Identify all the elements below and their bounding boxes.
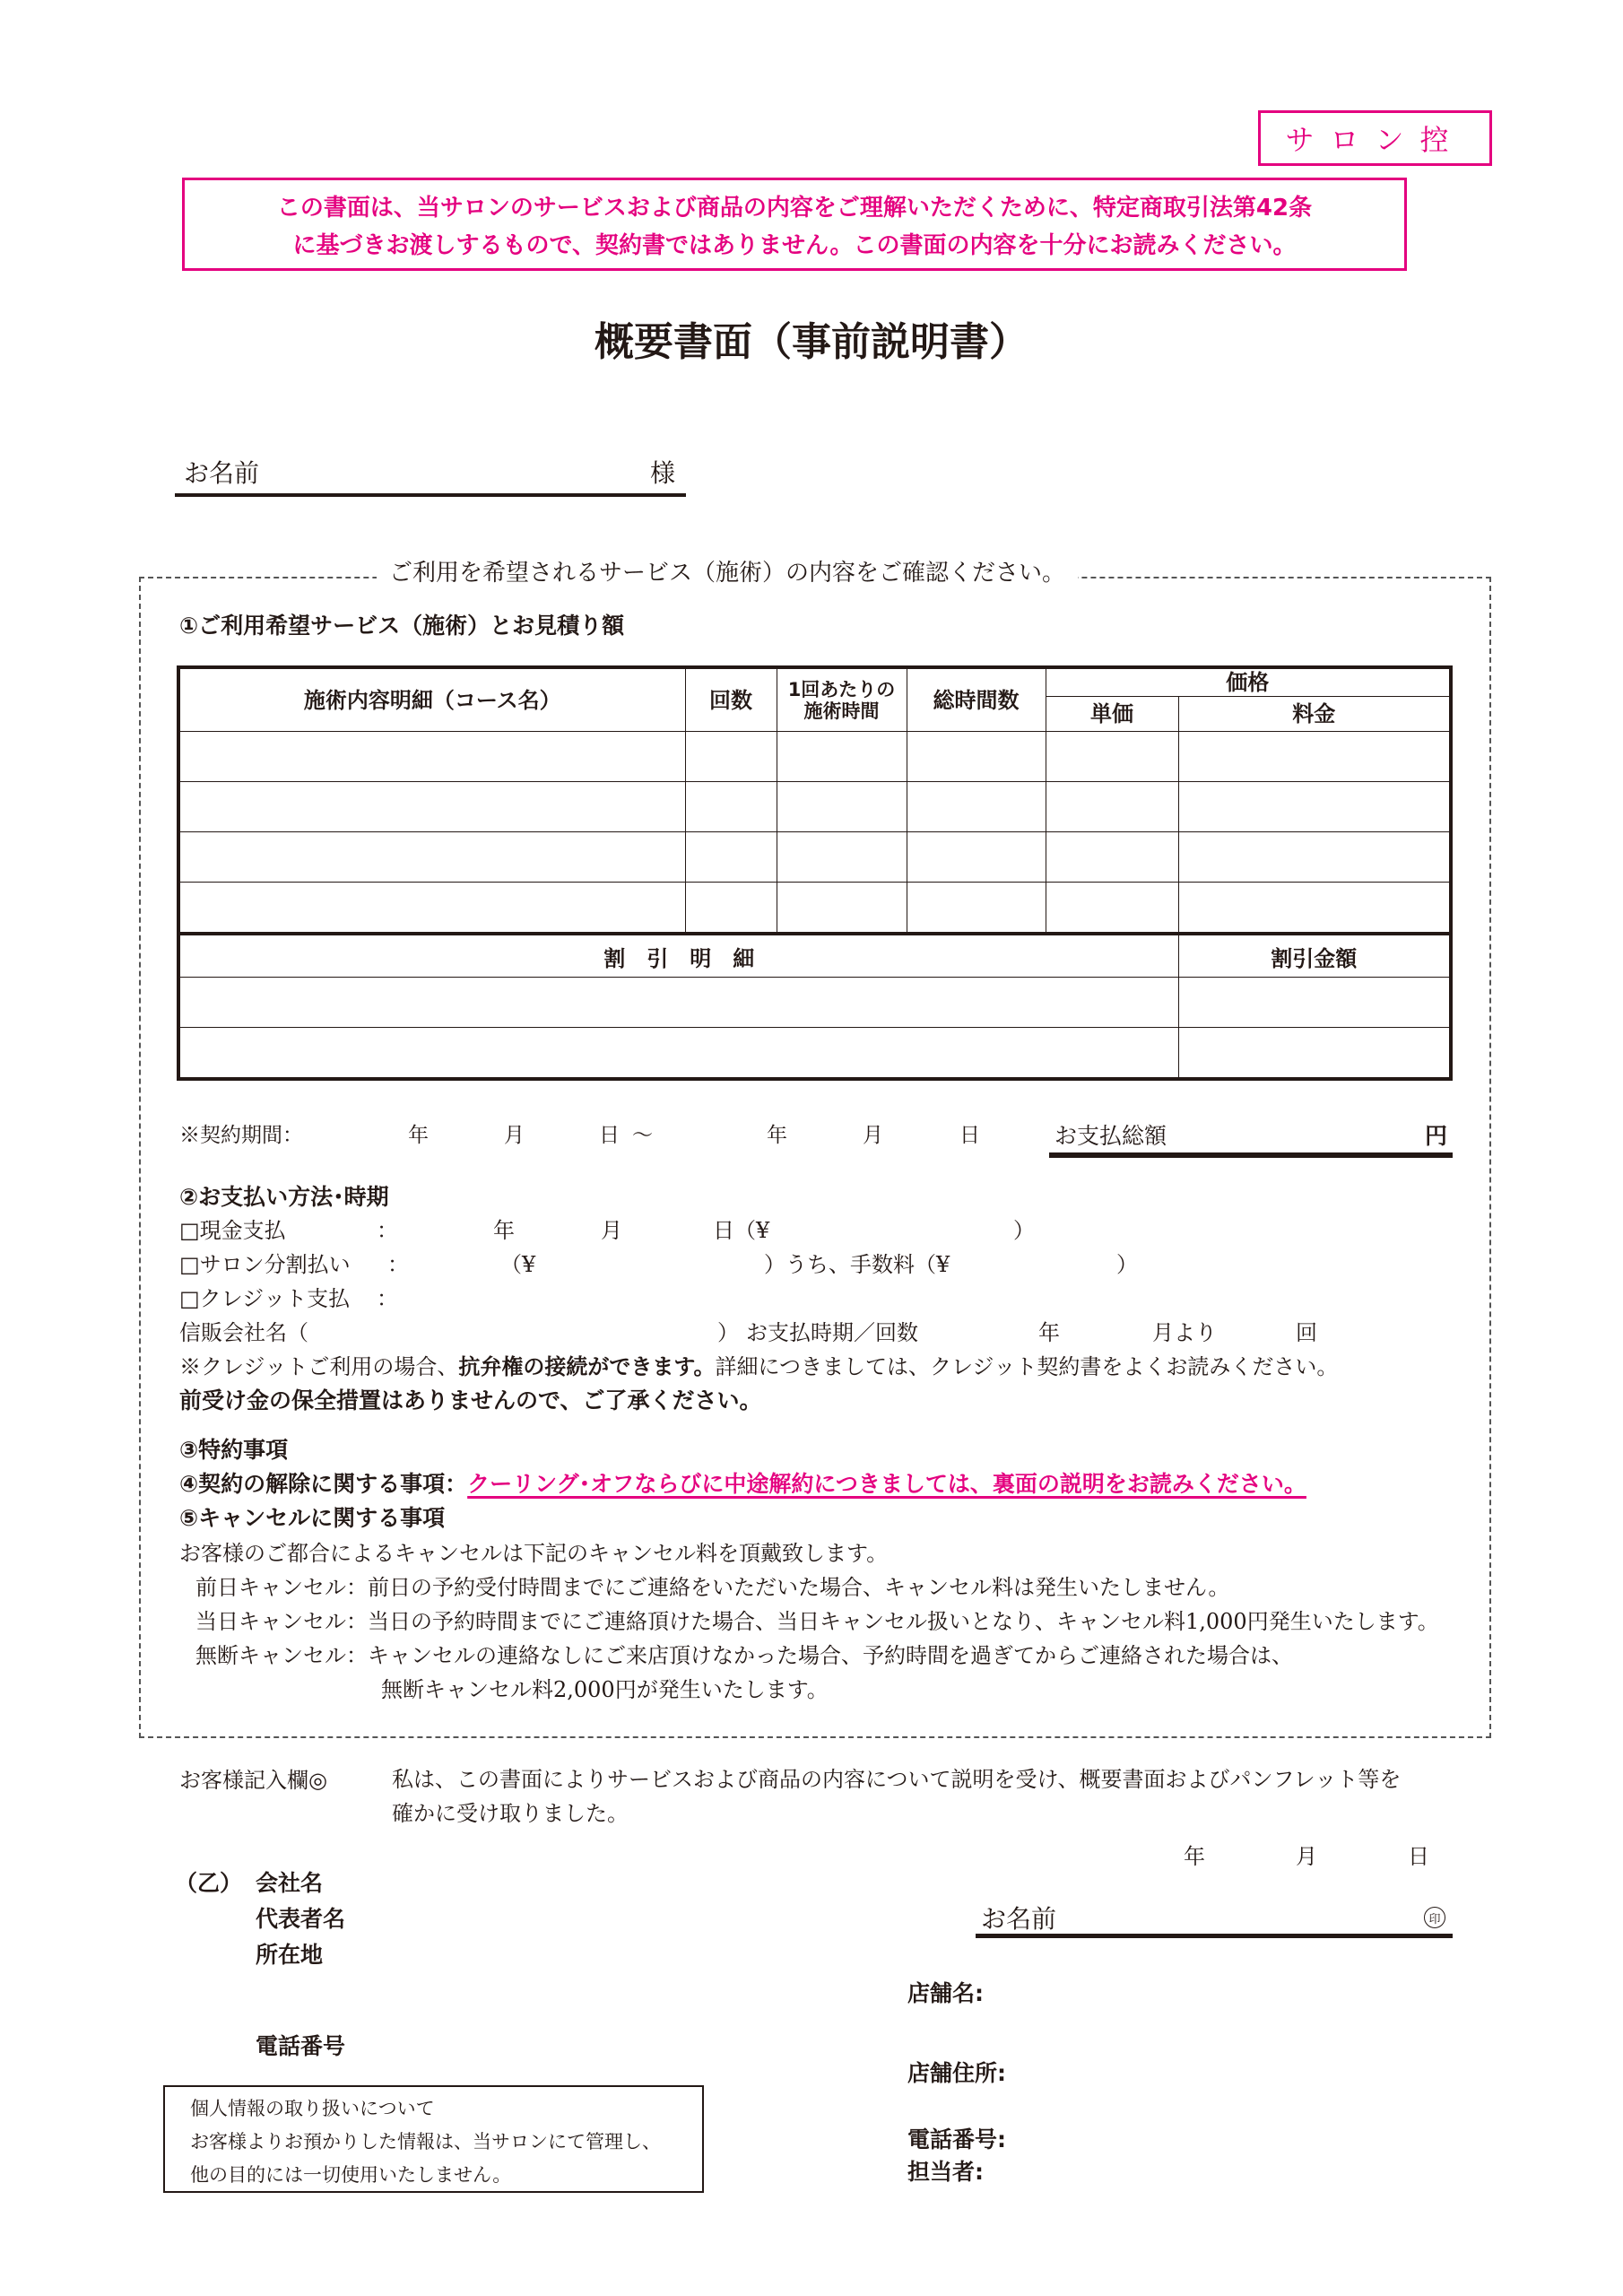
total-time-cell[interactable] [907,732,1046,782]
total-time-cell[interactable] [907,883,1046,935]
per-time-cell[interactable] [777,782,907,832]
table-row [178,782,1451,832]
customer-name-field[interactable] [175,448,686,497]
customer-name-suffix: 様 [649,458,675,488]
section4-title: ④契約の解除に関する事項： [179,1471,468,1497]
fee-cell[interactable] [1178,782,1451,832]
unit-price-cell[interactable] [1046,732,1178,782]
total-payment-label: お支払総額 [1055,1123,1167,1149]
credit-checkbox[interactable]: □クレジット支払 [179,1286,351,1311]
installment-close: ） [1116,1252,1138,1277]
cash-close: ） [1013,1218,1035,1243]
credit-note-bold: 抗弁権の接続ができます。 [458,1354,716,1379]
table-row [178,883,1451,935]
cancel-label: 当日キャンセル： [195,1609,368,1634]
cash-colon: ： [377,1218,398,1243]
credit-note-part2: 詳細につきましては、クレジット契約書をよくお読みください。 [715,1354,1339,1379]
course-cell[interactable] [178,832,685,883]
customer-entry-label: お客様記入欄◎ [179,1768,327,1793]
customer-entry-statement [392,1762,1495,1831]
course-cell[interactable] [178,732,685,782]
section5-title: ⑤キャンセルに関する事項 [179,1505,446,1531]
header-price: 価格 [1046,667,1451,697]
privacy-line-1: お客様よりお預かりした情報は、当サロンにて管理し、 [190,2131,661,2152]
installment-amount[interactable]: （¥ [500,1252,536,1277]
unit-price-cell[interactable] [1046,883,1178,935]
notice-line-1: この書面は、当サロンのサービスおよび商品の内容をご理解いただくために、特定商取引法第42条 [276,195,1313,222]
cancel-label: 前日キャンセル： [195,1575,368,1600]
cancel-text: 当日の予約時間までにご連絡頂けた場合、当日キャンセル扱いとなり、キャンセル料1,000円発生いたします。 [368,1609,1439,1634]
count-cell[interactable] [685,732,777,782]
party-b-representative: 代表者名 [256,1906,346,1932]
count-cell[interactable] [685,782,777,832]
period-tilde: ～ [632,1124,653,1147]
section1-title: ①ご利用希望サービス（施術）とお見積り額 [179,613,625,639]
salon-copy-badge: サロン控 [1258,110,1492,166]
period-end-month[interactable]: 月 [863,1124,883,1147]
period-start-year[interactable]: 年 [408,1124,429,1147]
discount-detail-cell[interactable] [178,978,1178,1028]
period-end-year[interactable]: 年 [767,1124,787,1147]
shop-staff-label: 担当者: [907,2159,984,2185]
confirmation-heading: ご利用を希望されるサービス（施術）の内容をご確認ください。 [377,554,1078,587]
privacy-title: 個人情報の取り扱いについて [190,2098,435,2119]
installment-colon: ： [387,1252,409,1277]
discount-row [178,1028,1451,1080]
party-b-phone: 電話番号 [256,2033,346,2059]
section2-title: ②お支払い方法･時期 [179,1184,389,1210]
page-title: 概要書面（事前説明書） [595,319,1028,365]
privacy-notice-box [163,2085,704,2193]
cash-payment-row [179,1213,1076,1243]
header-per-time [777,667,907,732]
credit-company-close: ） [717,1320,739,1345]
total-time-cell[interactable] [907,782,1046,832]
seal-icon: 印 [1424,1907,1445,1928]
course-cell[interactable] [178,782,685,832]
header-total-time: 総時間数 [907,667,1046,732]
section3-title: ③特約事項 [179,1437,289,1463]
cash-year[interactable]: 年 [493,1218,515,1243]
credit-note [179,1349,1338,1380]
entry-year[interactable]: 年 [1184,1844,1205,1869]
customer-name-label: お名前 [184,458,260,488]
privacy-line-2: 他の目的には一切使用いたしません。 [190,2164,512,2186]
count-cell[interactable] [685,883,777,935]
table-row [178,732,1451,782]
shop-address-label: 店舗住所: [907,2060,1006,2086]
party-b-company: 会社名 [256,1870,324,1896]
prepaid-note: 前受け金の保全措置はありませんので、ご了承ください。 [179,1387,762,1413]
signature-field[interactable] [976,1900,1453,1938]
entry-day[interactable]: 日 [1408,1844,1429,1869]
discount-detail-cell[interactable] [178,1028,1178,1080]
cash-day-amount[interactable]: 日（¥ [713,1218,770,1243]
per-time-cell[interactable] [777,732,907,782]
discount-header-row [178,934,1451,978]
credit-payment-row [179,1281,538,1311]
period-start-day[interactable]: 日 [599,1124,620,1147]
installment-payment-row [179,1247,1166,1277]
installment-fee[interactable]: ）うち、手数料（¥ [764,1252,950,1277]
header-course: 施術内容明細（コース名） [178,667,685,732]
header-fee: 料金 [1178,697,1451,732]
unit-price-cell[interactable] [1046,832,1178,883]
cancel-item-prev-day [195,1570,1229,1601]
credit-company-label[interactable]: 信販会社名（ [179,1320,308,1345]
credit-timing-label: お支払時期／回数 [746,1320,918,1345]
count-cell[interactable] [685,832,777,883]
credit-note-part1: ※クレジットご利用の場合、 [179,1354,459,1379]
credit-company-row [179,1315,1345,1345]
legal-notice-box [182,178,1407,271]
period-start-month[interactable]: 月 [504,1124,525,1147]
cooling-off-link[interactable]: クーリング･オフならびに中途解約につきましては、裏面の説明をお読みください。 [467,1471,1306,1497]
header-count: 回数 [685,667,777,732]
cancel-item-no-show-line2: 無断キャンセル料2,000円が発生いたします。 [381,1677,829,1702]
party-b-address: 所在地 [256,1942,324,1968]
fee-cell[interactable] [1178,832,1451,883]
fee-cell[interactable] [1178,883,1451,935]
entry-month[interactable]: 月 [1296,1844,1317,1869]
discount-amount-cell[interactable] [1178,1028,1451,1080]
shop-name-label: 店舗名: [907,1980,984,2006]
cancel-text: 前日の予約受付時間までにご連絡をいただいた場合、キャンセル料は発生いたしません。 [368,1575,1230,1600]
statement-line-2: 確かに受け取りました。 [392,1801,629,1826]
credit-year[interactable]: 年 [1038,1320,1060,1345]
cancel-item-same-day [195,1604,1439,1635]
installment-checkbox[interactable]: □サロン分割払い [179,1252,351,1277]
credit-colon: ： [377,1286,398,1311]
header-per-time-line2: 施術時間 [803,700,880,722]
credit-month-from[interactable]: 月より [1152,1320,1217,1345]
cancel-item-no-show [195,1638,1293,1669]
statement-line-1: 私は、この書面によりサービスおよび商品の内容について説明を受け、概要書面およびパンフレット等を [392,1767,1402,1792]
discount-detail-header: 割 引 明 細 [178,934,1178,978]
per-time-cell[interactable] [777,832,907,883]
cancel-label: 無断キャンセル： [195,1643,368,1668]
shop-phone-label: 電話番号: [907,2126,1006,2152]
total-payment-unit: 円 [1424,1123,1447,1149]
cash-checkbox[interactable]: □現金支払 [179,1218,286,1243]
signature-label: お名前 [981,1904,1057,1934]
fee-cell[interactable] [1178,732,1451,782]
cash-month[interactable]: 月 [601,1218,622,1243]
contract-period-label: ※契約期間： [179,1124,303,1147]
discount-amount-header: 割引金額 [1178,934,1451,978]
period-end-day[interactable]: 日 [959,1124,980,1147]
notice-line-2: に基づきお渡しするもので、契約書ではありません。この書面の内容を十分にお読みください。 [292,232,1297,259]
section4-row [179,1466,1306,1499]
table-row [178,832,1451,883]
total-payment-field[interactable] [1049,1117,1453,1158]
per-time-cell[interactable] [777,883,907,935]
cancel-intro: お客様のご都合によるキャンセルは下記のキャンセル料を頂戴致します。 [179,1541,889,1566]
unit-price-cell[interactable] [1046,782,1178,832]
party-b-marker: （乙） [175,1870,243,1896]
course-cell[interactable] [178,883,685,935]
total-time-cell[interactable] [907,832,1046,883]
credit-times[interactable]: 回 [1296,1320,1317,1345]
cancel-text: キャンセルの連絡なしにご来店頂けなかった場合、予約時間を過ぎてからご連絡された場合は、 [368,1643,1293,1668]
estimate-table [177,665,1453,1081]
header-unit-price: 単価 [1046,697,1178,732]
discount-row [178,978,1451,1028]
discount-amount-cell[interactable] [1178,978,1451,1028]
header-per-time-line1: 1回あたりの [787,678,896,700]
